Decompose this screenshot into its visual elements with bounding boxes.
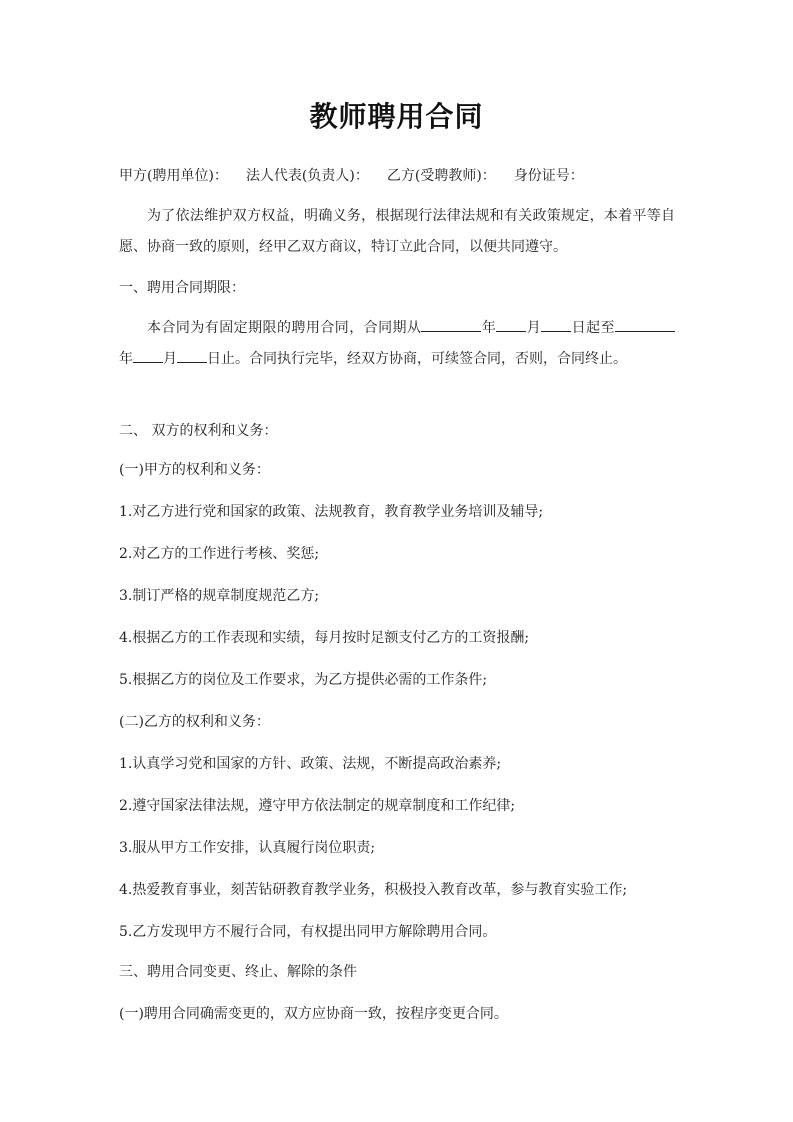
party-a-rights-heading: (一)甲方的权利和义务：: [119, 462, 270, 478]
party-a-item-2: 2.对乙方的工作进行考核、奖惩;: [119, 546, 320, 562]
party-b-label: 乙方(受聘教师)：: [386, 168, 496, 184]
legal-rep-label: 法人代表(负责人)：: [245, 168, 369, 184]
day-label-1: 日起至: [571, 320, 616, 336]
party-b-item-1: 1.认真学习党和国家的方针、政策、法规，不断提高政治素养;: [119, 756, 502, 772]
party-a-item-3: 3.制订严格的规章制度规范乙方;: [119, 588, 320, 604]
end-month-blank: [133, 347, 163, 363]
party-b-item-2: 2.遵守国家法律法规，遵守甲方依法制定的规章制度和工作纪律;: [119, 798, 516, 814]
start-day-blank: [541, 316, 571, 332]
month-label-2: 月: [163, 351, 177, 367]
intro-paragraph: 为了依法维护双方权益，明确义务，根据现行法律法规和有关政策规定，本着平等自愿、协商一致的原则，经甲乙双方商议，特订立此合同，以便共同遵守。: [119, 208, 675, 255]
end-year-blank: [615, 316, 675, 332]
section2-heading: 二、 双方的权利和义务：: [119, 423, 278, 439]
party-a-item-1: 1.对乙方进行党和国家的政策、法规教育，教育教学业务培训及辅导;: [119, 504, 544, 520]
section1-heading: 一、聘用合同期限：: [119, 280, 245, 296]
party-b-item-5: 5.乙方发现甲方不履行合同，有权提出同甲方解除聘用合同。: [119, 924, 497, 940]
party-b-item-4: 4.热爱教育事业，刻苦钻研教育教学业务，积极投入教育改革，参与教育实验工作;: [119, 882, 628, 898]
start-year-blank: [421, 316, 481, 332]
section3-heading: 三、聘用合同变更、终止、解除的条件: [119, 964, 357, 980]
party-a-item-4: 4.根据乙方的工作表现和实绩，每月按时足额支付乙方的工资报酬;: [119, 630, 530, 646]
year-label-1: 年: [481, 320, 497, 336]
party-b-rights-heading: (二)乙方的权利和义务：: [119, 714, 270, 730]
document-title: 教师聘用合同: [309, 100, 484, 133]
month-label-1: 月: [526, 320, 542, 336]
term-text-end: 日止。合同执行完毕，经双方协商，可续签合同，否则，合同终止。: [207, 351, 627, 367]
start-month-blank: [496, 316, 526, 332]
section3-item-1: (一)聘用合同确需变更的，双方应协商一致，按程序变更合同。: [119, 1006, 508, 1022]
party-b-item-3: 3.服从甲方工作安排，认真履行岗位职责;: [119, 840, 376, 856]
party-a-label: 甲方(聘用单位)：: [119, 168, 228, 184]
year-label-2: 年: [119, 351, 133, 367]
term-paragraph: [119, 313, 675, 375]
term-text-start: 本合同为有固定期限的聘用合同，合同期从: [147, 320, 422, 336]
id-number-label: 身份证号：: [513, 168, 584, 184]
end-day-blank: [177, 347, 207, 363]
party-a-item-5: 5.根据乙方的岗位及工作要求，为乙方提供必需的工作条件;: [119, 672, 488, 688]
party-info-line: [119, 166, 602, 186]
